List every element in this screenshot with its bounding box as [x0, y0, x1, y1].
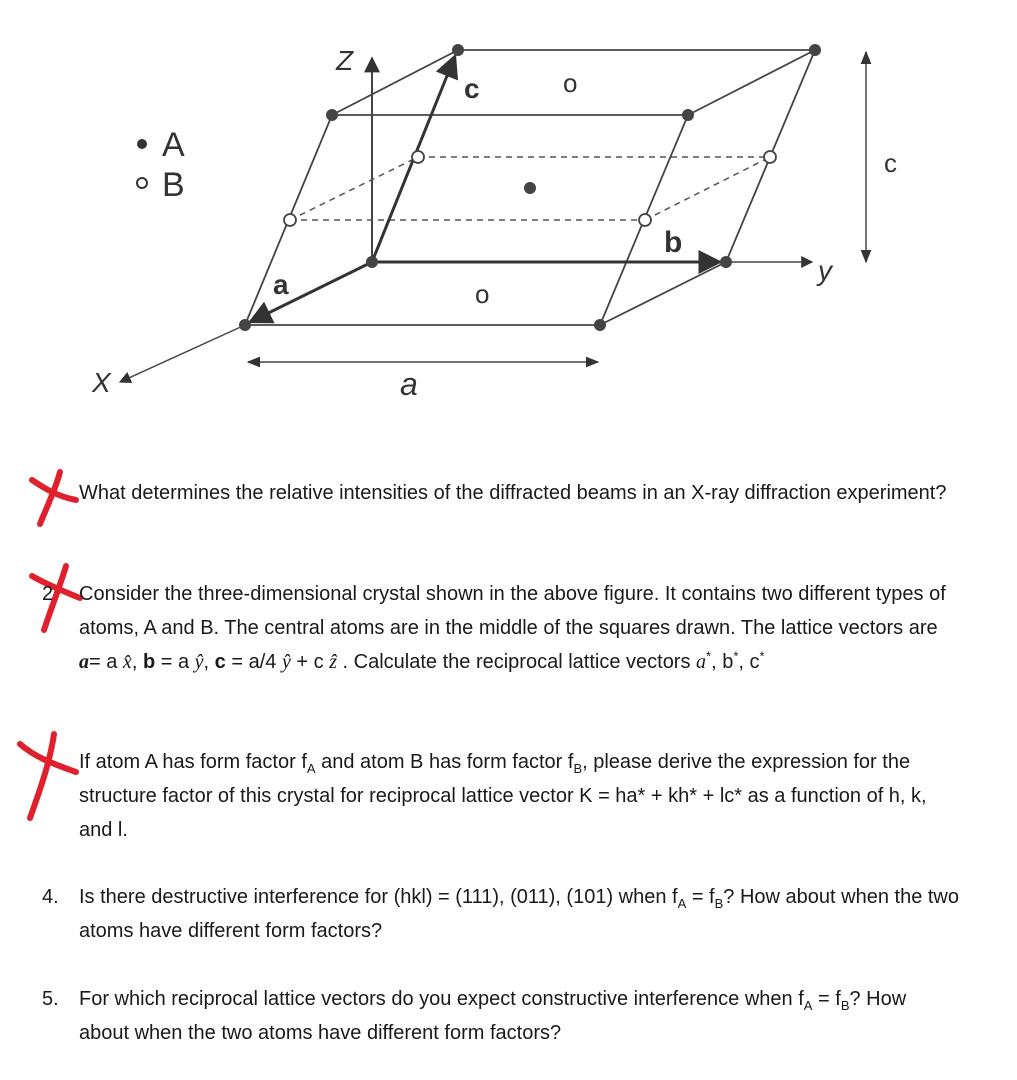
question-2: Consider the three-dimensional crystal shown in the above figure. It contains two different types of atoms, A and B. The central atoms are in the middle of the squares drawn. The lattice vectors are a= a x̂, b = a ŷ, c = a/4 ŷ + c ẑ . Calculate the reciprocal lattice vectors a*, b*, c* — [79, 583, 946, 673]
height-dimension-label: c — [884, 148, 897, 178]
red-x-mark-q1 — [26, 466, 82, 530]
vector-b-label: b — [664, 226, 683, 259]
question-4-number: 4. — [42, 886, 59, 908]
question-4: Is there destructive interference for (hkl) = (111), (011), (101) when $f_A = f_B$? How about when the two atoms have different form factors? — [79, 886, 959, 942]
z-axis-label: Z — [336, 45, 354, 76]
x-axis-line — [120, 325, 245, 382]
legend-filled-marker — [137, 139, 147, 149]
crystal-unit-cell-figure — [0, 0, 1017, 420]
legend-open-marker — [137, 178, 147, 188]
question-2-number: 2 — [42, 583, 54, 605]
question-1-number — [42, 476, 53, 510]
red-x-mark-q2 — [26, 560, 86, 636]
legend — [137, 126, 185, 204]
atoms-a — [239, 44, 821, 331]
question-1: What determines the relative intensities of the diffracted beams in an X-ray diffraction experiment? — [79, 482, 947, 504]
legend-label-a: A — [162, 126, 185, 164]
top-face-center-mark: o — [563, 68, 578, 98]
question-3: If atom A has form factor $f_A$ and atom B has form factor $f_B$, please derive the expression for the structure factor of this crystal for reciprocal lattice vector K = ha* + kh* + lc* as a function of h, k, and l. — [79, 751, 927, 841]
x-axis-label: X — [92, 367, 111, 398]
question-3-number — [42, 745, 53, 779]
vector-a-label: a — [273, 269, 289, 300]
legend-label-b: B — [162, 166, 185, 204]
question-5: For which reciprocal lattice vectors do you expect constructive interference when $f_A = f_B$? How about when the two atoms have different form factors? — [79, 988, 907, 1044]
width-dimension-label: a — [400, 366, 418, 402]
question-5-number: 5. — [42, 988, 59, 1010]
y-axis-label: y — [818, 255, 832, 286]
bottom-face-center-mark: o — [475, 279, 490, 309]
vector-c-label: c — [464, 73, 480, 104]
